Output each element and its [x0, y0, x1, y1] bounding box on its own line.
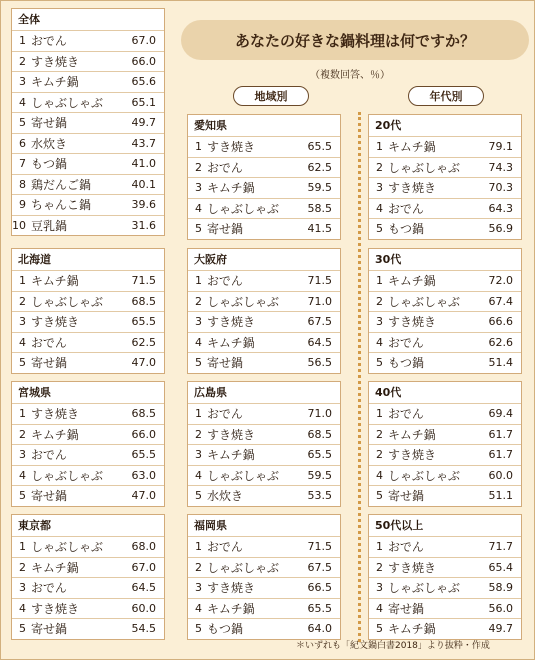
- rank-number: 2: [19, 294, 26, 308]
- percentage-value: 54.5: [131, 622, 156, 636]
- rank-number: 2: [195, 427, 202, 441]
- ranking-row: [188, 557, 340, 578]
- percentage-value: 66.0: [131, 54, 156, 68]
- percentage-value: 31.6: [131, 218, 156, 232]
- dish-name: しゃぶしゃぶ: [388, 160, 461, 175]
- percentage-value: 65.5: [307, 448, 332, 462]
- percentage-value: 67.5: [307, 560, 332, 574]
- percentage-value: 65.5: [307, 601, 332, 615]
- rank-number: 5: [195, 489, 202, 503]
- ranking-row: [369, 198, 521, 219]
- dish-name: すき焼き: [207, 315, 256, 330]
- percentage-value: 49.7: [488, 622, 513, 636]
- rank-number: 4: [376, 468, 383, 482]
- ranking-row: [369, 536, 521, 557]
- dish-name: もつ鍋: [31, 157, 68, 172]
- percentage-value: 71.5: [307, 540, 332, 554]
- ranking-row: [188, 157, 340, 178]
- region-tag: 地域別: [233, 86, 309, 106]
- percentage-value: 39.6: [131, 198, 156, 212]
- percentage-value: 66.5: [307, 581, 332, 595]
- percentage-value: 58.9: [488, 581, 513, 595]
- rank-number: 3: [376, 315, 383, 329]
- ranking-row: [12, 332, 164, 353]
- ranking-row: [12, 577, 164, 598]
- rank-number: 1: [376, 407, 383, 421]
- dish-name: すき焼き: [388, 181, 437, 196]
- percentage-value: 64.3: [488, 201, 513, 215]
- dish-name: すき焼き: [388, 448, 437, 463]
- dish-name: キムチ鍋: [388, 274, 436, 289]
- ranking-row: [188, 270, 340, 291]
- percentage-value: 68.5: [307, 427, 332, 441]
- rank-number: 4: [19, 335, 26, 349]
- dish-name: キムチ鍋: [388, 622, 436, 637]
- rank-number: 2: [19, 427, 26, 441]
- dish-name: しゃぶしゃぶ: [207, 201, 280, 216]
- rank-number: 5: [195, 622, 202, 636]
- percentage-value: 40.1: [131, 177, 156, 191]
- dish-name: おでん: [207, 540, 243, 555]
- card-title: 宮城県: [18, 386, 51, 399]
- rank-number: 2: [195, 560, 202, 574]
- dish-name: すき焼き: [31, 54, 80, 69]
- ranking-card: [187, 114, 341, 240]
- dish-name: キムチ鍋: [207, 448, 255, 463]
- percentage-value: 65.1: [131, 95, 156, 109]
- percentage-value: 62.6: [488, 335, 513, 349]
- rank-number: 4: [195, 468, 202, 482]
- dish-name: キムチ鍋: [31, 274, 79, 289]
- rank-number: 1: [195, 140, 202, 154]
- ranking-row: [12, 465, 164, 486]
- percentage-value: 65.5: [307, 140, 332, 154]
- ranking-row: [12, 270, 164, 291]
- ranking-row: [12, 71, 164, 92]
- card-title: 北海道: [18, 253, 51, 266]
- percentage-value: 47.0: [131, 489, 156, 503]
- ranking-row: [12, 311, 164, 332]
- ranking-row: [188, 332, 340, 353]
- dish-name: もつ鍋: [207, 622, 244, 637]
- rank-number: 1: [19, 274, 26, 288]
- ranking-card: [187, 381, 341, 507]
- dish-name: 寄せ鍋: [31, 356, 68, 371]
- card-title: 愛知県: [194, 119, 227, 132]
- dish-name: ちゃんこ鍋: [31, 198, 92, 213]
- dish-name: 寄せ鍋: [388, 489, 425, 504]
- ranking-row: [188, 485, 340, 506]
- ranking-row: [369, 618, 521, 639]
- rank-number: 5: [376, 622, 383, 636]
- percentage-value: 64.5: [307, 335, 332, 349]
- dish-name: 寄せ鍋: [207, 356, 244, 371]
- dish-name: おでん: [388, 335, 424, 350]
- page-title: あなたの好きな鍋料理は何ですか？: [181, 20, 529, 60]
- ranking-row: [188, 311, 340, 332]
- ranking-row: [12, 403, 164, 424]
- dish-name: すき焼き: [31, 315, 80, 330]
- rank-number: 3: [19, 581, 26, 595]
- percentage-value: 59.5: [307, 468, 332, 482]
- ranking-row: [369, 557, 521, 578]
- card-title: 広島県: [194, 386, 227, 399]
- percentage-value: 51.1: [488, 489, 513, 503]
- card-title: 30代: [375, 253, 402, 266]
- rank-number: 3: [19, 448, 26, 462]
- percentage-value: 58.5: [307, 201, 332, 215]
- rank-number: 2: [195, 160, 202, 174]
- card-title: 大阪府: [194, 253, 227, 266]
- percentage-value: 65.4: [488, 560, 513, 574]
- dish-name: おでん: [31, 335, 67, 350]
- percentage-value: 62.5: [131, 335, 156, 349]
- dish-name: おでん: [31, 581, 67, 596]
- percentage-value: 62.5: [307, 160, 332, 174]
- dish-name: 寄せ鍋: [31, 489, 68, 504]
- rank-number: 1: [376, 140, 383, 154]
- card-title: 20代: [375, 119, 402, 132]
- ranking-card: [187, 248, 341, 374]
- percentage-value: 67.0: [131, 560, 156, 574]
- percentage-value: 53.5: [307, 489, 332, 503]
- percentage-value: 61.7: [488, 427, 513, 441]
- percentage-value: 68.5: [131, 294, 156, 308]
- dish-name: しゃぶしゃぶ: [207, 294, 280, 309]
- percentage-value: 51.4: [488, 356, 513, 370]
- ranking-row: [12, 444, 164, 465]
- ranking-row: [188, 403, 340, 424]
- ranking-row: [188, 218, 340, 239]
- percentage-value: 61.7: [488, 448, 513, 462]
- ranking-row: [188, 444, 340, 465]
- percentage-value: 41.0: [131, 157, 156, 171]
- dish-name: すき焼き: [207, 581, 256, 596]
- dish-name: しゃぶしゃぶ: [31, 294, 104, 309]
- ranking-card: [368, 514, 522, 640]
- dish-name: おでん: [31, 34, 67, 49]
- ranking-row: [188, 352, 340, 373]
- percentage-value: 56.0: [488, 601, 513, 615]
- rank-number: 1: [376, 274, 383, 288]
- ranking-row: [369, 291, 521, 312]
- ranking-card: [11, 514, 165, 640]
- ranking-row: [12, 92, 164, 113]
- ranking-row: [12, 485, 164, 506]
- dish-name: しゃぶしゃぶ: [388, 581, 461, 596]
- rank-number: 3: [19, 75, 26, 89]
- percentage-value: 70.3: [488, 181, 513, 195]
- rank-number: 5: [376, 356, 383, 370]
- rank-number: 9: [19, 198, 26, 212]
- ranking-row: [12, 618, 164, 639]
- ranking-card: [368, 248, 522, 374]
- percentage-value: 69.4: [488, 407, 513, 421]
- card-title: 50代以上: [375, 519, 424, 532]
- card-title: 福岡県: [194, 519, 227, 532]
- rank-number: 3: [195, 181, 202, 195]
- rank-number: 2: [376, 448, 383, 462]
- ranking-card: [187, 514, 341, 640]
- percentage-value: 67.5: [307, 315, 332, 329]
- dish-name: すき焼き: [207, 427, 256, 442]
- rank-number: 3: [195, 315, 202, 329]
- dish-name: おでん: [31, 448, 67, 463]
- percentage-value: 67.4: [488, 294, 513, 308]
- ranking-row: [369, 332, 521, 353]
- percentage-value: 67.0: [131, 34, 156, 48]
- subtitle: （複数回答、％）: [310, 70, 390, 81]
- dish-name: すき焼き: [388, 560, 437, 575]
- dish-name: 寄せ鍋: [31, 622, 68, 637]
- ranking-row: [12, 424, 164, 445]
- dish-name: すき焼き: [31, 601, 80, 616]
- dish-name: すき焼き: [388, 315, 437, 330]
- percentage-value: 56.5: [307, 356, 332, 370]
- rank-number: 2: [376, 427, 383, 441]
- percentage-value: 79.1: [488, 140, 513, 154]
- dish-name: 寄せ鍋: [207, 222, 244, 237]
- ranking-card: [368, 381, 522, 507]
- dish-name: 寄せ鍋: [31, 116, 68, 131]
- ranking-row: [12, 30, 164, 51]
- ranking-card: [368, 114, 522, 240]
- rank-number: 3: [195, 581, 202, 595]
- rank-number: 2: [19, 560, 26, 574]
- card-title: 東京都: [18, 519, 51, 532]
- percentage-value: 65.5: [131, 448, 156, 462]
- ranking-row: [188, 618, 340, 639]
- ranking-row: [12, 536, 164, 557]
- dish-name: キムチ鍋: [207, 181, 255, 196]
- dish-name: もつ鍋: [388, 222, 425, 237]
- rank-number: 4: [19, 95, 26, 109]
- dish-name: おでん: [388, 407, 424, 422]
- ranking-row: [369, 352, 521, 373]
- percentage-value: 71.5: [307, 274, 332, 288]
- card-title: 40代: [375, 386, 402, 399]
- ranking-row: [12, 51, 164, 72]
- dish-name: しゃぶしゃぶ: [207, 468, 280, 483]
- dish-name: おでん: [388, 201, 424, 216]
- rank-number: 8: [19, 177, 26, 191]
- ranking-row: [369, 177, 521, 198]
- rank-number: 4: [195, 601, 202, 615]
- rank-number: 2: [19, 54, 26, 68]
- ranking-row: [188, 291, 340, 312]
- rank-number: 5: [19, 622, 26, 636]
- ranking-row: [188, 536, 340, 557]
- ranking-row: [12, 215, 164, 236]
- rank-number: 5: [19, 356, 26, 370]
- rank-number: 3: [376, 581, 383, 595]
- dish-name: しゃぶしゃぶ: [31, 468, 104, 483]
- dish-name: キムチ鍋: [388, 427, 436, 442]
- ranking-row: [12, 153, 164, 174]
- ranking-row: [12, 557, 164, 578]
- ranking-row: [188, 177, 340, 198]
- dish-name: おでん: [388, 540, 424, 555]
- dish-name: しゃぶしゃぶ: [388, 294, 461, 309]
- ranking-row: [188, 465, 340, 486]
- ranking-row: [369, 218, 521, 239]
- percentage-value: 56.9: [488, 222, 513, 236]
- rank-number: 3: [195, 448, 202, 462]
- ranking-row: [369, 424, 521, 445]
- percentage-value: 74.3: [488, 160, 513, 174]
- rank-number: 4: [195, 335, 202, 349]
- ranking-row: [12, 194, 164, 215]
- column-divider: [358, 112, 361, 642]
- dish-name: キムチ鍋: [207, 335, 255, 350]
- dish-name: おでん: [207, 274, 243, 289]
- ranking-card: [11, 381, 165, 507]
- ranking-row: [12, 291, 164, 312]
- percentage-value: 71.7: [488, 540, 513, 554]
- ranking-row: [369, 465, 521, 486]
- percentage-value: 72.0: [488, 274, 513, 288]
- rank-number: 1: [19, 34, 26, 48]
- percentage-value: 41.5: [307, 222, 332, 236]
- ranking-row: [12, 133, 164, 154]
- dish-name: しゃぶしゃぶ: [31, 95, 104, 110]
- dish-name: キムチ鍋: [31, 427, 79, 442]
- percentage-value: 66.0: [131, 427, 156, 441]
- rank-number: 5: [195, 222, 202, 236]
- rank-number: 3: [19, 315, 26, 329]
- rank-number: 5: [376, 222, 383, 236]
- percentage-value: 66.6: [488, 315, 513, 329]
- dish-name: キムチ鍋: [31, 560, 79, 575]
- percentage-value: 68.5: [131, 407, 156, 421]
- percentage-value: 43.7: [131, 136, 156, 150]
- ranking-row: [188, 577, 340, 598]
- rank-number: 2: [376, 294, 383, 308]
- rank-number: 5: [19, 489, 26, 503]
- rank-number: 5: [376, 489, 383, 503]
- ranking-row: [188, 424, 340, 445]
- footnote: ＊いずれも「紀文鍋白書2018」より抜粋・作成: [296, 641, 490, 651]
- percentage-value: 64.5: [131, 581, 156, 595]
- ranking-row: [369, 311, 521, 332]
- ranking-row: [188, 598, 340, 619]
- rank-number: 1: [195, 407, 202, 421]
- rank-number: 5: [195, 356, 202, 370]
- ranking-row: [369, 598, 521, 619]
- dish-name: すき焼き: [31, 407, 80, 422]
- rank-number: 1: [376, 540, 383, 554]
- dish-name: キムチ鍋: [388, 140, 436, 155]
- card-title: 全体: [18, 13, 40, 26]
- rank-number: 4: [376, 335, 383, 349]
- dish-name: しゃぶしゃぶ: [207, 560, 280, 575]
- rank-number: 10: [12, 218, 26, 232]
- dish-name: すき焼き: [207, 140, 256, 155]
- rank-number: 3: [376, 181, 383, 195]
- rank-number: 2: [376, 160, 383, 174]
- ranking-row: [12, 598, 164, 619]
- rank-number: 7: [19, 157, 26, 171]
- ranking-row: [369, 485, 521, 506]
- dish-name: 豆乳鍋: [31, 218, 68, 233]
- ranking-row: [188, 136, 340, 157]
- rank-number: 4: [376, 201, 383, 215]
- rank-number: 1: [195, 540, 202, 554]
- rank-number: 1: [195, 274, 202, 288]
- percentage-value: 71.0: [307, 407, 332, 421]
- dish-name: おでん: [207, 160, 243, 175]
- rank-number: 4: [19, 601, 26, 615]
- rank-number: 2: [376, 560, 383, 574]
- percentage-value: 68.0: [131, 540, 156, 554]
- percentage-value: 60.0: [488, 468, 513, 482]
- percentage-value: 64.0: [307, 622, 332, 636]
- rank-number: 2: [195, 294, 202, 308]
- percentage-value: 63.0: [131, 468, 156, 482]
- dish-name: 鶏だんご鍋: [31, 177, 92, 192]
- percentage-value: 65.5: [131, 315, 156, 329]
- age-tag: 年代別: [408, 86, 484, 106]
- percentage-value: 71.5: [131, 274, 156, 288]
- ranking-card: [11, 248, 165, 374]
- rank-number: 1: [19, 540, 26, 554]
- ranking-row: [12, 174, 164, 195]
- dish-name: おでん: [207, 407, 243, 422]
- percentage-value: 47.0: [131, 356, 156, 370]
- ranking-row: [188, 198, 340, 219]
- rank-number: 4: [19, 468, 26, 482]
- dish-name: 水炊き: [207, 489, 244, 504]
- percentage-value: 59.5: [307, 181, 332, 195]
- rank-number: 4: [376, 601, 383, 615]
- dish-name: しゃぶしゃぶ: [388, 468, 461, 483]
- ranking-row: [369, 136, 521, 157]
- percentage-value: 49.7: [131, 116, 156, 130]
- rank-number: 5: [19, 116, 26, 130]
- percentage-value: 71.0: [307, 294, 332, 308]
- rank-number: 1: [19, 407, 26, 421]
- percentage-value: 60.0: [131, 601, 156, 615]
- dish-name: キムチ鍋: [207, 601, 255, 616]
- ranking-row: [369, 577, 521, 598]
- rank-number: 6: [19, 136, 26, 150]
- percentage-value: 65.6: [131, 75, 156, 89]
- dish-name: しゃぶしゃぶ: [31, 540, 104, 555]
- ranking-row: [369, 444, 521, 465]
- ranking-row: [369, 270, 521, 291]
- ranking-row: [369, 403, 521, 424]
- dish-name: キムチ鍋: [31, 75, 79, 90]
- ranking-row: [369, 157, 521, 178]
- ranking-row: [12, 112, 164, 133]
- rank-number: 4: [195, 201, 202, 215]
- ranking-card: [11, 8, 165, 236]
- dish-name: 寄せ鍋: [388, 601, 425, 616]
- dish-name: 水炊き: [31, 136, 68, 151]
- ranking-row: [12, 352, 164, 373]
- dish-name: もつ鍋: [388, 356, 425, 371]
